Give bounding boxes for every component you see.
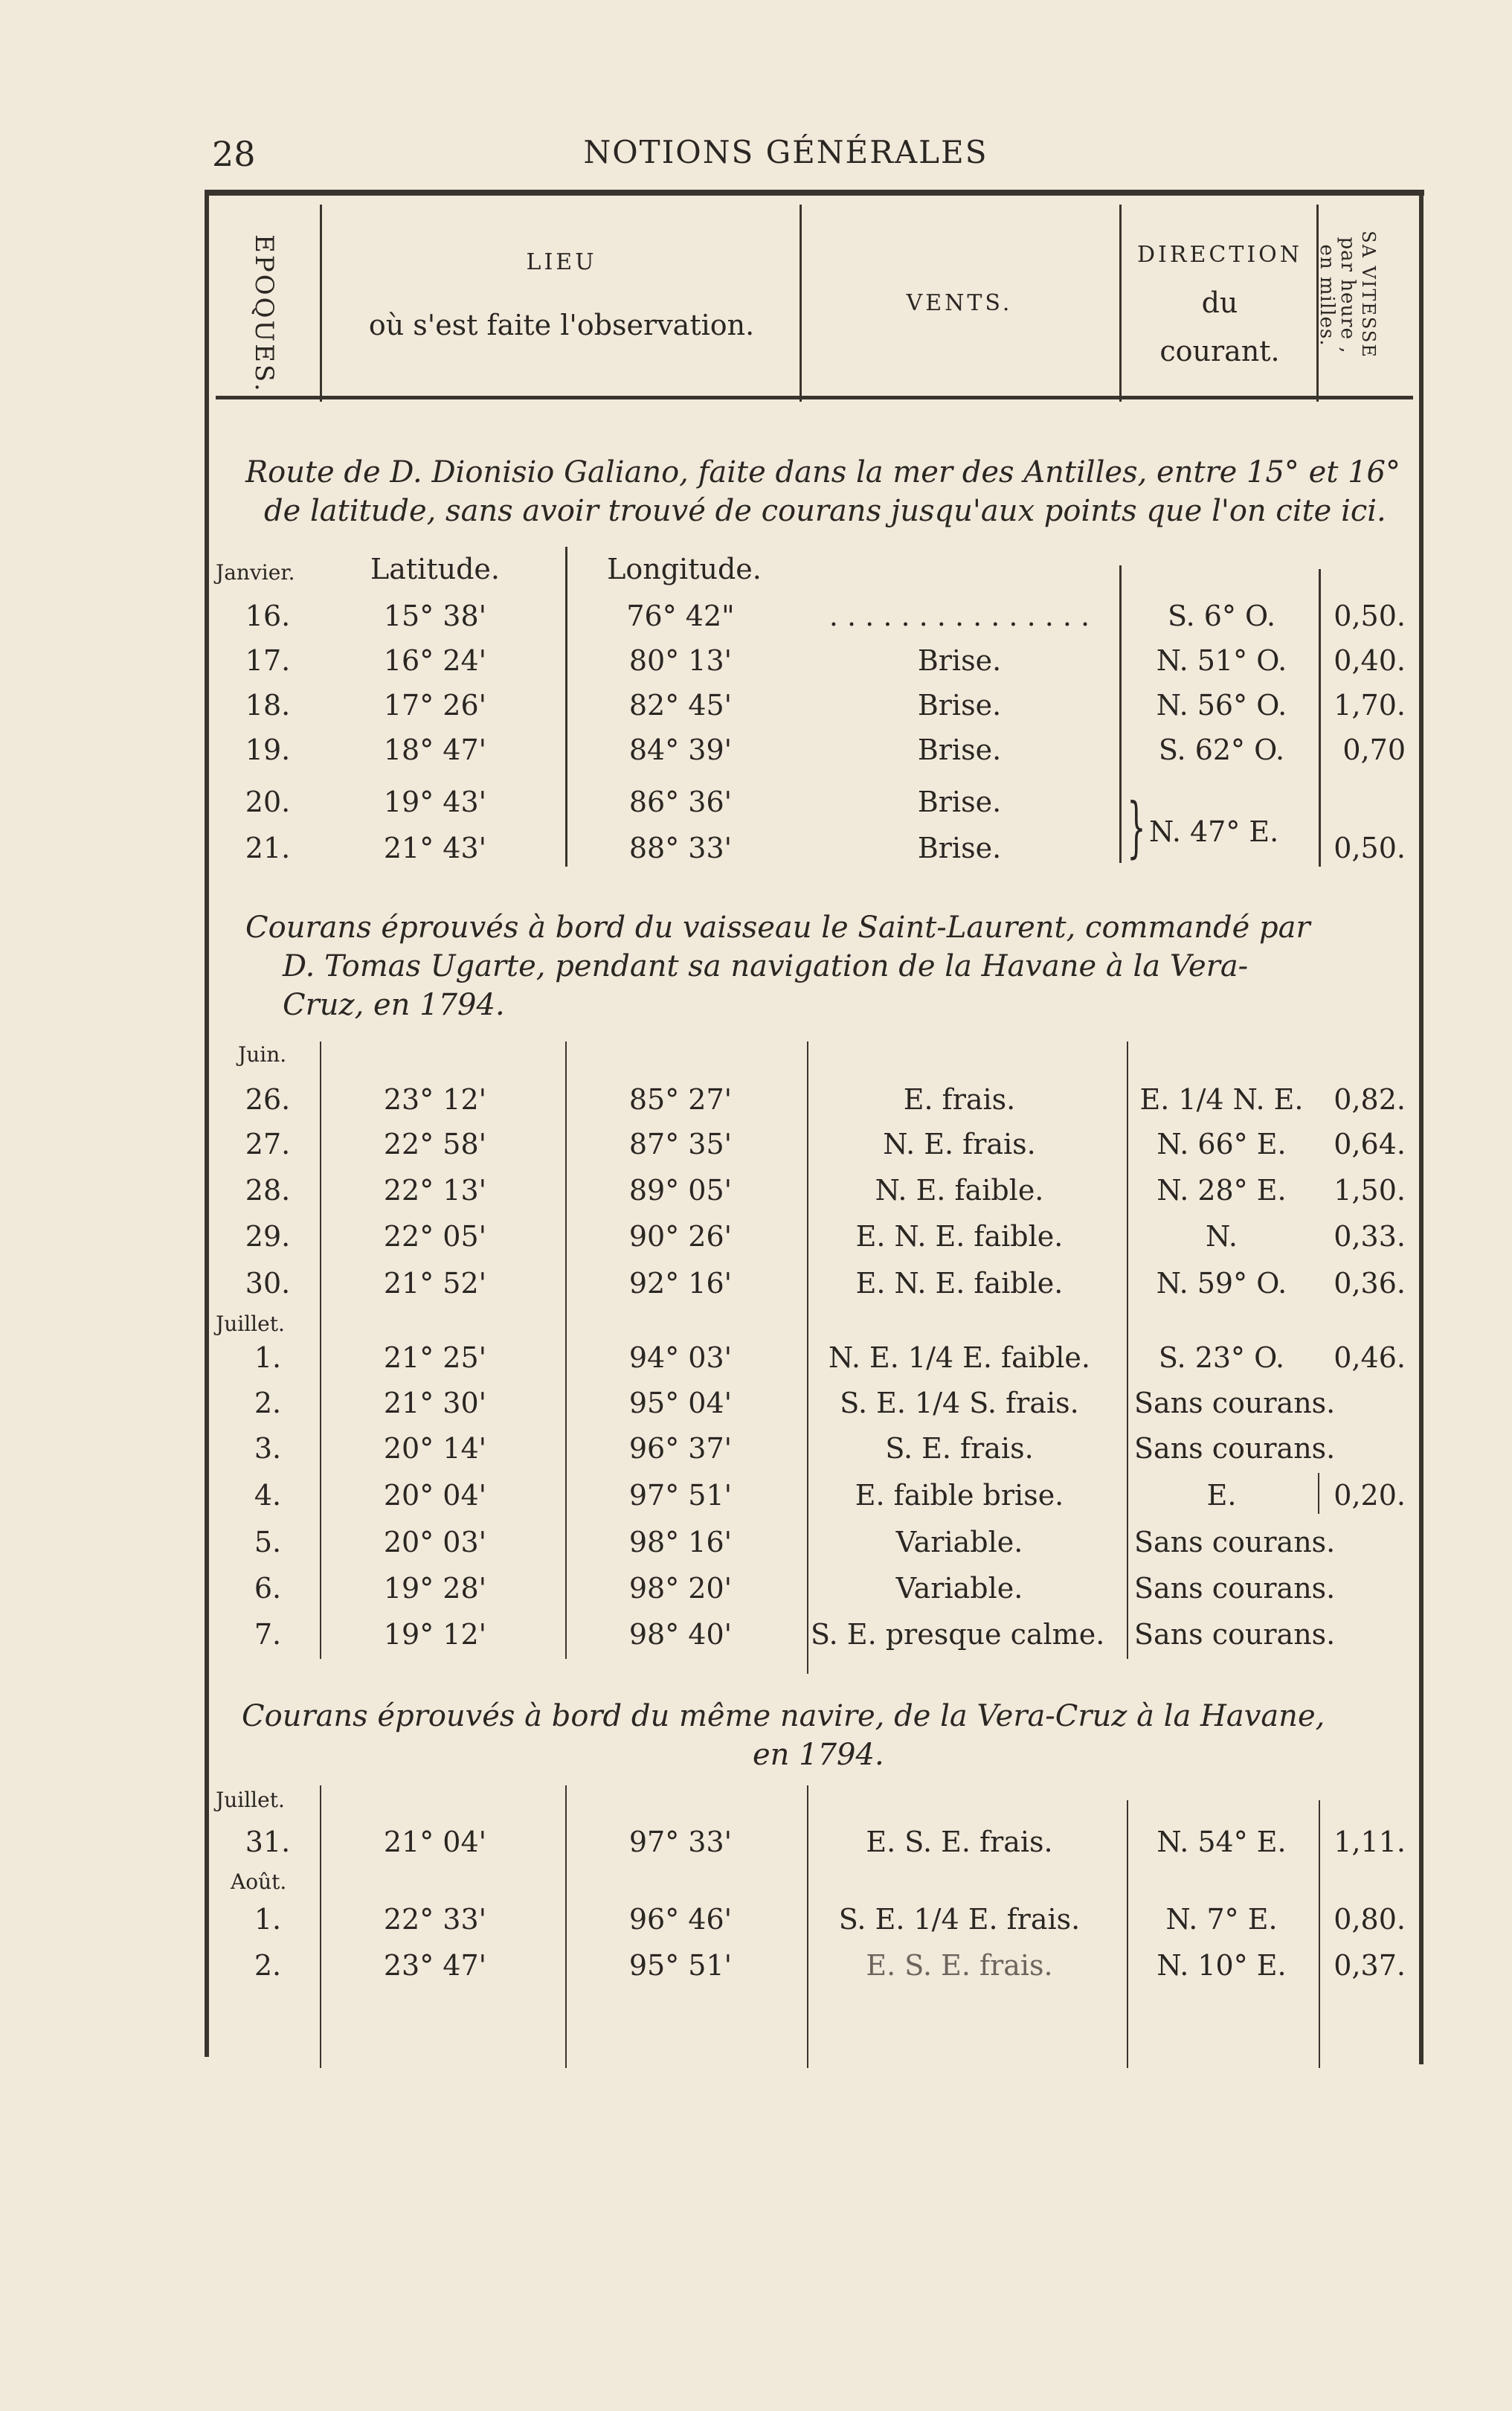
direction: N. 66° E. <box>1156 1128 1287 1160</box>
day: 27. <box>245 1128 291 1160</box>
speed: 1,70. <box>1334 689 1406 722</box>
day: 29. <box>245 1220 291 1253</box>
longitude: 96° 37' <box>628 1432 733 1465</box>
running-title: NOTIONS GÉNÉRALES <box>583 134 988 170</box>
wind: Brise. <box>917 644 1002 677</box>
direction: S. 62° O. <box>1158 733 1285 766</box>
day: 1. <box>254 1903 282 1936</box>
longitude: 98° 16' <box>628 1526 733 1558</box>
latitude: 20° 14' <box>383 1432 487 1465</box>
day: 7. <box>254 1618 282 1651</box>
section3-month-aout: Août. <box>231 1869 287 1894</box>
longitude: 94° 03' <box>628 1341 733 1374</box>
latitude: 15° 38' <box>383 600 487 632</box>
day: 6. <box>254 1572 282 1605</box>
table-right-border <box>1419 190 1423 2064</box>
wind: E. S. E. frais. <box>866 1826 1053 1858</box>
wind: Brise. <box>917 733 1002 766</box>
section1-caption-line1: Route de D. Dionisio Galiano, faite dans la mer des Antilles, entre 15° et 16° <box>245 455 1401 489</box>
latitude: 21° 30' <box>383 1387 487 1419</box>
longitude: 95° 51' <box>628 1949 733 1982</box>
latitude: 16° 24' <box>383 644 487 677</box>
speed: 1,11. <box>1334 1826 1406 1858</box>
direction: E. <box>1206 1479 1237 1512</box>
longitude: 98° 40' <box>628 1618 733 1651</box>
longitude: 92° 16' <box>628 1267 733 1300</box>
day: 5. <box>254 1526 282 1558</box>
s3-sep-lat <box>320 1785 321 2068</box>
latitude: 17° 26' <box>383 689 487 722</box>
latitude: 19° 12' <box>383 1618 487 1651</box>
direction: N. 7° E. <box>1165 1903 1278 1936</box>
direction: N. 51° O. <box>1156 644 1287 677</box>
longitude-header: Longitude. <box>607 553 762 585</box>
s1-sep-vent <box>1119 565 1122 863</box>
wind: E. frais. <box>903 1083 1016 1116</box>
merged-direction: N. 47° E. <box>1149 815 1279 848</box>
page-number: 28 <box>212 134 256 174</box>
direction: N. 59° O. <box>1156 1267 1287 1300</box>
direction: N. 54° E. <box>1156 1826 1287 1858</box>
section3-month-juillet: Juillet. <box>216 1788 285 1812</box>
section2-month-juin: Juin. <box>238 1042 287 1067</box>
latitude: 21° 43' <box>383 832 487 864</box>
day: 18. <box>245 689 291 722</box>
col-header-vitesse-2: par heure , <box>1336 237 1359 354</box>
day: 2. <box>254 1387 282 1419</box>
col-header-lieu: LIEU <box>526 249 597 275</box>
day: 1. <box>254 1341 282 1374</box>
brace-icon: } <box>1127 789 1146 865</box>
section1-month: Janvier. <box>216 560 295 585</box>
longitude: 90° 26' <box>628 1220 733 1253</box>
longitude: 89° 05' <box>628 1174 733 1207</box>
latitude: 21° 52' <box>383 1267 487 1300</box>
wind: E. S. E. frais. <box>866 1949 1053 1982</box>
day: 19. <box>245 733 291 766</box>
speed: 0,37. <box>1334 1949 1406 1982</box>
longitude: 76° 42" <box>626 600 735 632</box>
direction: N. 56° O. <box>1156 689 1287 722</box>
speed: 0,20. <box>1334 1479 1406 1512</box>
latitude: 22° 13' <box>383 1174 487 1207</box>
longitude: 86° 36' <box>628 786 733 818</box>
latitude-header: Latitude. <box>370 553 500 585</box>
col-header-direction-du: du <box>1201 286 1238 319</box>
longitude: 97° 51' <box>628 1479 733 1512</box>
col-header-direction: DIRECTION <box>1136 242 1303 268</box>
s2-sep-lat <box>320 1041 321 1659</box>
speed: 1,50. <box>1334 1174 1406 1207</box>
day: 31. <box>245 1826 291 1858</box>
latitude: 20° 04' <box>383 1479 487 1512</box>
speed: 0,82. <box>1334 1083 1406 1116</box>
section2-caption-line2: D. Tomas Ugarte, pendant sa navigation de la Havane à la Vera- <box>283 949 1249 983</box>
table-top-rule <box>205 190 1424 196</box>
direction: Sans courans. <box>1134 1387 1336 1419</box>
wind: N. E. 1/4 E. faible. <box>829 1341 1090 1374</box>
section2-caption-line1: Courans éprouvés à bord du vaisseau le Saint-Laurent, commandé par <box>245 911 1310 945</box>
longitude: 85° 27' <box>628 1083 733 1116</box>
col-header-epoques: EPOQUES. <box>249 234 279 394</box>
header-sep-1 <box>320 205 322 402</box>
col-header-lieu-sub: où s'est faite l'observation. <box>368 309 755 341</box>
latitude: 22° 05' <box>383 1220 487 1253</box>
day: 4. <box>254 1479 282 1512</box>
wind: E. N. E. faible. <box>855 1220 1064 1253</box>
speed: 0,80. <box>1334 1903 1406 1936</box>
wind: . . . . . . . . . . . . . . . <box>829 600 1090 632</box>
speed: 0,50. <box>1334 600 1406 632</box>
direction: Sans courans. <box>1134 1526 1336 1558</box>
direction: S. 6° O. <box>1167 600 1276 632</box>
wind: Brise. <box>917 689 1002 722</box>
speed: 0,70 <box>1342 733 1406 766</box>
longitude: 82° 45' <box>628 689 733 722</box>
direction: E. 1/4 N. E. <box>1139 1083 1304 1116</box>
header-bottom-rule <box>216 396 1413 399</box>
day: 16. <box>245 600 291 632</box>
latitude: 22° 58' <box>383 1128 487 1160</box>
wind: S. E. 1/4 E. frais. <box>838 1903 1081 1936</box>
day: 3. <box>254 1432 282 1465</box>
speed: 0,36. <box>1334 1267 1406 1300</box>
speed: 0,40. <box>1334 644 1406 677</box>
latitude: 18° 47' <box>383 733 487 766</box>
speed: 0,50. <box>1334 832 1406 864</box>
latitude: 20° 03' <box>383 1526 487 1558</box>
longitude: 80° 13' <box>628 644 733 677</box>
latitude: 19° 28' <box>383 1572 487 1605</box>
section1-caption-line2: de latitude, sans avoir trouvé de courans jusqu'aux points que l'on cite ici. <box>264 494 1386 528</box>
col-header-vitesse-1: SA VITESSE <box>1358 231 1379 359</box>
wind: E. faible brise. <box>855 1479 1064 1512</box>
header-sep-3 <box>1119 205 1122 402</box>
wind: S. E. frais. <box>885 1432 1034 1465</box>
direction: N. <box>1206 1220 1238 1253</box>
wind: N. E. frais. <box>883 1128 1036 1160</box>
day: 20. <box>245 786 291 818</box>
direction: Sans courans. <box>1134 1432 1336 1465</box>
section3-caption-line2: en 1794. <box>753 1738 884 1772</box>
table-left-border <box>205 190 209 2057</box>
latitude: 22° 33' <box>383 1903 487 1936</box>
day: 17. <box>245 644 291 677</box>
day: 2. <box>254 1949 282 1982</box>
direction: N. 10° E. <box>1156 1949 1287 1982</box>
day: 21. <box>245 832 291 864</box>
direction: S. 23° O. <box>1158 1341 1285 1374</box>
speed: 0,46. <box>1334 1341 1406 1374</box>
wind: Variable. <box>895 1526 1023 1558</box>
col-header-vitesse-3: en milles. <box>1316 244 1338 347</box>
wind: Variable. <box>895 1572 1023 1605</box>
direction: Sans courans. <box>1134 1572 1336 1605</box>
direction: Sans courans. <box>1134 1618 1336 1651</box>
wind: Brise. <box>917 786 1002 818</box>
section3-caption-line1: Courans éprouvés à bord du même navire, de la Vera-Cruz à la Havane, <box>242 1699 1325 1733</box>
section2-caption-line3: Cruz, en 1794. <box>283 988 505 1022</box>
speed: 0,64. <box>1334 1128 1406 1160</box>
col-header-vents: VENTS. <box>906 290 1013 316</box>
longitude: 88° 33' <box>628 832 733 864</box>
wind: N. E. faible. <box>875 1174 1044 1207</box>
day: 30. <box>245 1267 291 1300</box>
wind: Brise. <box>917 832 1002 864</box>
longitude: 84° 39' <box>628 733 733 766</box>
col-header-direction-courant: courant. <box>1159 335 1280 367</box>
day: 26. <box>245 1083 291 1116</box>
latitude: 21° 04' <box>383 1826 487 1858</box>
latitude: 23° 47' <box>383 1949 487 1982</box>
longitude: 98° 20' <box>628 1572 733 1605</box>
header-sep-2 <box>800 205 802 402</box>
longitude: 97° 33' <box>628 1826 733 1858</box>
direction: N. 28° E. <box>1156 1174 1287 1207</box>
longitude: 96° 46' <box>628 1903 733 1936</box>
wind: S. E. 1/4 S. frais. <box>840 1387 1079 1419</box>
wind: S. E. presque calme. <box>811 1618 1105 1651</box>
speed: 0,33. <box>1334 1220 1406 1253</box>
longitude: 87° 35' <box>628 1128 733 1160</box>
wind: E. N. E. faible. <box>855 1267 1064 1300</box>
longitude: 95° 04' <box>628 1387 733 1419</box>
section2-month-juillet: Juillet. <box>216 1312 285 1336</box>
latitude: 23° 12' <box>383 1083 487 1116</box>
latitude: 19° 43' <box>383 786 487 818</box>
day: 28. <box>245 1174 291 1207</box>
latitude: 21° 25' <box>383 1341 487 1374</box>
